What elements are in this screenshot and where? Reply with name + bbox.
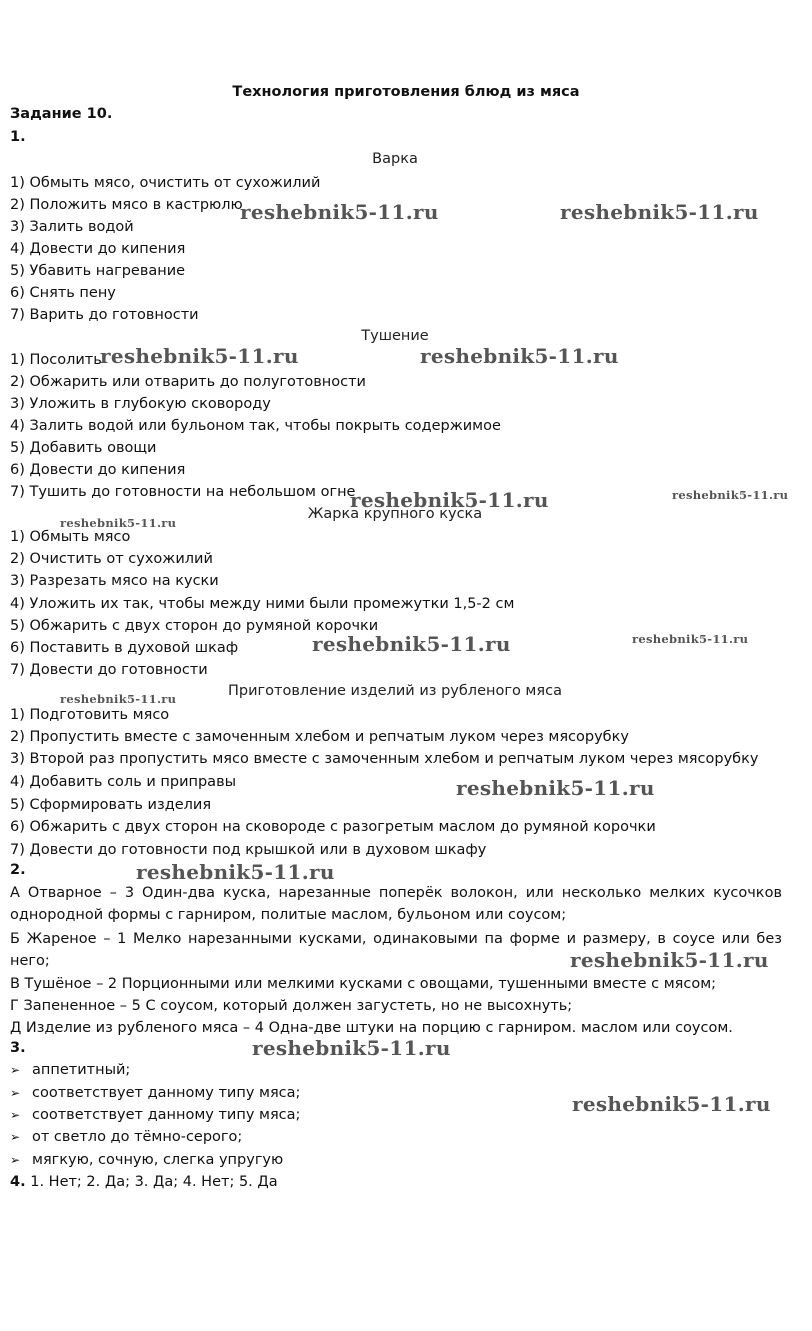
watermark: reshebnik5-11.ru — [252, 1036, 451, 1060]
boiling-step: 6) Снять пену — [10, 285, 116, 301]
answer-3-item: ➢ аппетитный; — [10, 1062, 131, 1078]
minced-meat-step: 7) Довести до готовности под крышкой или в духовом шкафу — [10, 842, 487, 858]
minced-meat-step: 6) Обжарить с двух сторон на сковороде с разогретым маслом до румяной корочки — [10, 819, 656, 835]
answer-2-item: А Отварное – 3 Один-два куска, нарезанные поперёк волокон, или несколько мелких кусочков однородной формы с гарниром, политые маслом, бульоном или соусом; — [10, 885, 782, 923]
roasting-step: 2) Очистить от сухожилий — [10, 551, 213, 567]
watermark: reshebnik5-11.ru — [136, 860, 335, 884]
watermark: reshebnik5-11.ru — [420, 344, 619, 368]
watermark: reshebnik5-11.ru — [560, 200, 759, 224]
answer-2-item: Б Жареное – 1 Мелко нарезанными кусками, одинаковыми па форме и размеру, в соусе или без него; — [10, 931, 782, 969]
boiling-step: 3) Залить водой — [10, 219, 134, 235]
stewing-step: 7) Тушить до готовности на небольшом огне — [10, 484, 356, 500]
minced-meat-step: 5) Сформировать изделия — [10, 797, 212, 813]
watermark: reshebnik5-11.ru — [100, 344, 299, 368]
answer-2-item: Г Запененное – 5 С соусом, который должен загустеть, но не высохнуть; — [10, 998, 573, 1014]
section-title-stewing: Тушение — [361, 328, 429, 344]
minced-meat-step: 2) Пропустить вместе с замоченным хлебом и репчатым луком через мясорубку — [10, 729, 629, 745]
arrow-bullet-icon: ➢ — [10, 1130, 21, 1144]
answer-2-item: В Тушёное – 2 Порционными или мелкими кусками с овощами, тушенными вместе с мясом; — [10, 976, 717, 992]
boiling-step: 1) Обмыть мясо, очистить от сухожилий — [10, 175, 321, 191]
answer-4-text: 1. Нет; 2. Да; 3. Да; 4. Нет; 5. Да — [25, 1174, 278, 1190]
minced-meat-step: 3) Второй раз пропустить мясо вместе с замоченным хлебом и репчатым луком через мясорубку — [10, 751, 759, 767]
stewing-step: 6) Довести до кипения — [10, 462, 186, 478]
arrow-bullet-icon: ➢ — [10, 1063, 21, 1077]
roasting-step: 4) Уложить их так, чтобы между ними были промежутки 1,5-2 см — [10, 596, 515, 612]
answer-3-item: ➢ соответствует данному типу мяса; — [10, 1107, 301, 1123]
boiling-step: 4) Довести до кипения — [10, 241, 186, 257]
boiling-step: 5) Убавить нагревание — [10, 263, 186, 279]
question-1-label: 1. — [10, 129, 26, 145]
answer-4 — [10, 1172, 278, 1192]
minced-meat-step: 1) Подготовить мясо — [10, 707, 170, 723]
roasting-step: 1) Обмыть мясо — [10, 529, 131, 545]
watermark: reshebnik5-11.ru — [350, 488, 549, 512]
watermark: reshebnik5-11.ru — [456, 776, 655, 800]
watermark: reshebnik5-11.ru — [632, 632, 749, 646]
question-3-label: 3. — [10, 1040, 26, 1056]
task-label: Задание 10. — [10, 106, 113, 122]
answer-3-item: ➢ от светло до тёмно-серого; — [10, 1129, 243, 1145]
section-title-boiling: Варка — [372, 151, 418, 167]
section-title-minced-meat: Приготовление изделий из рубленого мяса — [228, 683, 562, 699]
roasting-step: 6) Поставить в духовой шкаф — [10, 640, 239, 656]
watermark: reshebnik5-11.ru — [570, 948, 769, 972]
question-2-label: 2. — [10, 862, 26, 878]
boiling-step: 2) Положить мясо в кастрюлю — [10, 197, 243, 213]
section-title-roasting: Жарка крупного куска — [307, 506, 483, 522]
arrow-bullet-icon: ➢ — [10, 1108, 21, 1122]
roasting-step: 7) Довести до готовности — [10, 662, 208, 678]
stewing-step: 4) Залить водой или бульоном так, чтобы покрыть содержимое — [10, 418, 501, 434]
answer-3-item: ➢ мягкую, сочную, слегка упругую — [10, 1152, 284, 1168]
stewing-step: 5) Добавить овощи — [10, 440, 157, 456]
watermark: reshebnik5-11.ru — [60, 692, 177, 706]
stewing-step: 1) Посолить — [10, 352, 102, 368]
boiling-step: 7) Варить до готовности — [10, 307, 199, 323]
watermark: reshebnik5-11.ru — [672, 488, 789, 502]
stewing-step: 3) Уложить в глубокую сковороду — [10, 396, 271, 412]
watermark: reshebnik5-11.ru — [312, 632, 511, 656]
arrow-bullet-icon: ➢ — [10, 1086, 21, 1100]
arrow-bullet-icon: ➢ — [10, 1153, 21, 1167]
answer-3-item: ➢ соответствует данному типу мяса; — [10, 1085, 301, 1101]
page-title: Технология приготовления блюд из мяса — [232, 84, 580, 100]
question-4-label: 4. — [10, 1174, 26, 1190]
watermark: reshebnik5-11.ru — [572, 1092, 771, 1116]
minced-meat-step: 4) Добавить соль и приправы — [10, 774, 237, 790]
stewing-step: 2) Обжарить или отварить до полуготовности — [10, 374, 366, 390]
roasting-step: 5) Обжарить с двух сторон до румяной корочки — [10, 618, 379, 634]
roasting-step: 3) Разрезать мясо на куски — [10, 573, 219, 589]
watermark: reshebnik5-11.ru — [240, 200, 439, 224]
answer-2-item: Д Изделие из рубленого мяса – 4 Одна-две штуки на порцию с гарниром. маслом или соусом. — [10, 1020, 733, 1036]
watermark: reshebnik5-11.ru — [60, 516, 177, 530]
